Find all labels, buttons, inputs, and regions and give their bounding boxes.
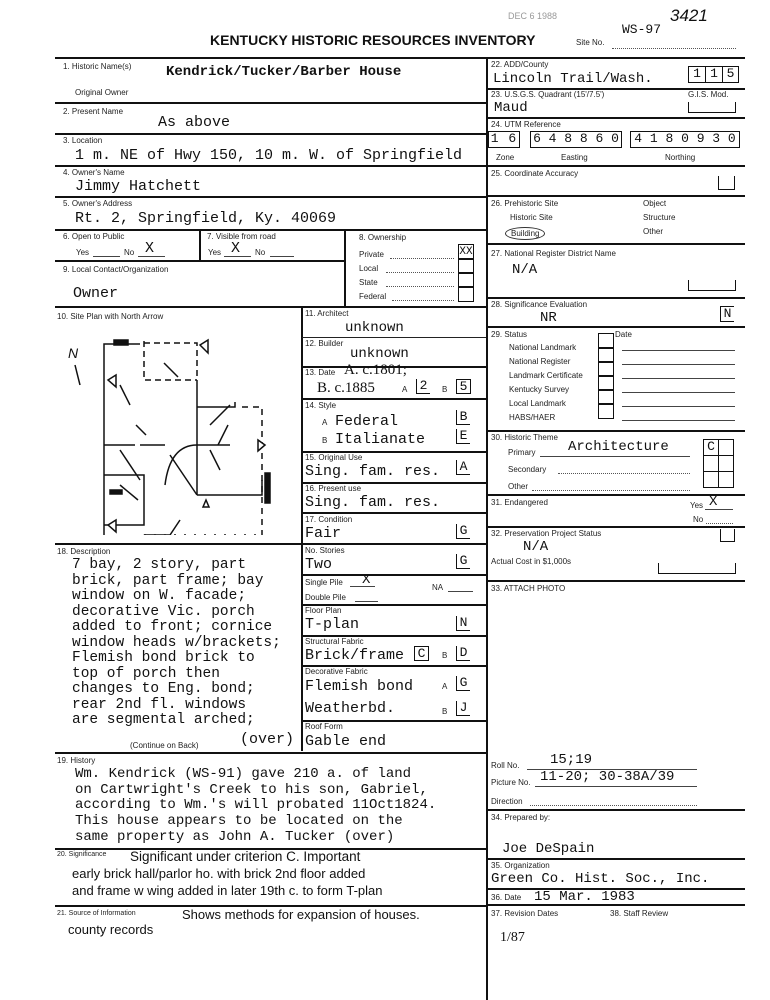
significance-line[interactable]: and frame w wing added in later 19th c. to form T-plan bbox=[72, 883, 383, 898]
source-value[interactable]: county records bbox=[68, 922, 154, 937]
significance-line[interactable]: Significant under criterion C. Important bbox=[130, 849, 361, 864]
condition-label: 17. Condition bbox=[305, 515, 353, 524]
owner-address-value[interactable]: Rt. 2, Springfield, Ky. 40069 bbox=[75, 210, 337, 227]
divider bbox=[55, 133, 486, 135]
northing-label: Northing bbox=[665, 153, 696, 162]
zone-label: Zone bbox=[496, 153, 515, 162]
condition-value[interactable]: Fair bbox=[305, 525, 342, 542]
divider bbox=[302, 337, 486, 338]
status-kentucky-survey: Kentucky Survey bbox=[509, 385, 570, 394]
status-landmark-certificate: Landmark Certificate bbox=[509, 371, 583, 380]
picture-no-value[interactable]: 11-20; 30-38A/39 bbox=[540, 769, 675, 785]
present-use-label: 16. Present use bbox=[305, 484, 362, 493]
divider bbox=[55, 752, 486, 754]
status-label: 29. Status bbox=[491, 330, 528, 339]
theme-code-box[interactable] bbox=[718, 455, 734, 472]
historic-site-label: Historic Site bbox=[510, 213, 553, 222]
local-contact-value[interactable]: Owner bbox=[73, 285, 119, 302]
historic-name-label: 1. Historic Name(s) bbox=[63, 62, 132, 71]
column-divider bbox=[199, 229, 201, 260]
original-use-label: 15. Original Use bbox=[305, 453, 363, 462]
county-code-digit[interactable]: 5 bbox=[722, 66, 739, 83]
leader-dots bbox=[390, 258, 454, 259]
decorative-b-code[interactable]: J bbox=[456, 701, 470, 716]
endangered-no-label: No bbox=[693, 515, 704, 524]
picture-no-line bbox=[535, 786, 697, 787]
location-label: 3. Location bbox=[63, 136, 103, 145]
nr-district-box[interactable] bbox=[688, 280, 736, 291]
direction-line[interactable] bbox=[530, 805, 697, 806]
open-to-public-label: 6. Open to Public bbox=[63, 232, 125, 241]
divider bbox=[488, 526, 745, 528]
endangered-yes-label: Yes bbox=[690, 501, 704, 510]
open-yes-label: Yes bbox=[76, 248, 90, 257]
divider bbox=[488, 297, 745, 299]
architect-value[interactable]: unknown bbox=[345, 320, 404, 336]
open-no-label: No bbox=[124, 248, 135, 257]
site-no-value: WS-97 bbox=[622, 22, 662, 37]
divider bbox=[488, 809, 745, 811]
style-label: 14. Style bbox=[305, 401, 337, 410]
owner-name-value[interactable]: Jimmy Hatchett bbox=[75, 178, 202, 195]
roof-form-value[interactable]: Gable end bbox=[305, 733, 387, 750]
column-divider bbox=[301, 307, 303, 751]
ownership-federal: Federal bbox=[359, 292, 387, 301]
add-county-value[interactable]: Lincoln Trail/Wash. bbox=[493, 71, 653, 87]
stories-value[interactable]: Two bbox=[305, 556, 333, 573]
description-line: added to front; cornice bbox=[72, 619, 273, 635]
date-prepared-value[interactable]: 15 Mar. 1983 bbox=[534, 889, 635, 905]
date-b-value[interactable]: B. c.1885 bbox=[317, 380, 375, 396]
floor-plan-value[interactable]: T-plan bbox=[305, 616, 360, 633]
primary-theme-line[interactable] bbox=[540, 456, 690, 457]
leader-dots bbox=[392, 300, 454, 301]
description-line: Flemish bond brick to bbox=[72, 650, 255, 666]
divider bbox=[488, 243, 745, 245]
ownership-federal-box[interactable] bbox=[458, 286, 474, 302]
description-line: changes to Eng. bond; bbox=[72, 681, 255, 697]
organization-value[interactable]: Green Co. Hist. Soc., Inc. bbox=[491, 871, 710, 887]
description-line: rear 2nd fl. windows bbox=[72, 696, 247, 713]
easting-label: Easting bbox=[561, 153, 588, 162]
structural-b-label: B bbox=[442, 651, 448, 660]
stories-code[interactable]: G bbox=[456, 554, 470, 569]
date-prepared-label: 36. Date bbox=[491, 893, 522, 902]
primary-theme-label: Primary bbox=[508, 448, 536, 457]
leader-dots bbox=[386, 286, 454, 287]
visible-yes-label: Yes bbox=[208, 248, 222, 257]
other-theme-label: Other bbox=[508, 482, 529, 491]
original-owner-label: Original Owner bbox=[75, 88, 129, 97]
ownership-private-box[interactable]: XX bbox=[459, 246, 473, 258]
status-national-landmark: National Landmark bbox=[509, 343, 577, 352]
site-plan-label: 10. Site Plan with North Arrow bbox=[57, 312, 164, 321]
add-county-label: 22. ADD/County bbox=[491, 60, 549, 69]
divider bbox=[302, 398, 486, 400]
divider bbox=[488, 430, 745, 432]
style-b-code[interactable]: E bbox=[456, 429, 470, 444]
description-line: window heads w/brackets; bbox=[72, 634, 281, 651]
description-line: brick, part frame; bay bbox=[72, 572, 264, 589]
builder-label: 12. Builder bbox=[305, 339, 344, 348]
roll-no-value[interactable]: 15;19 bbox=[550, 752, 593, 768]
description-line: 7 bay, 2 story, part bbox=[72, 557, 247, 573]
divider bbox=[55, 229, 486, 231]
divider bbox=[55, 260, 345, 262]
present-name-value[interactable]: As above bbox=[158, 114, 231, 131]
ownership-local: Local bbox=[359, 264, 379, 273]
history-line: same property as John A. Tucker (over) bbox=[75, 828, 395, 845]
gis-mod-box[interactable] bbox=[688, 102, 736, 113]
na-line[interactable] bbox=[448, 591, 473, 592]
builder-value[interactable]: unknown bbox=[350, 346, 409, 362]
county-code-digit[interactable]: 1 bbox=[705, 66, 723, 83]
style-b-label: B bbox=[322, 436, 328, 445]
owner-name-label: 4. Owner's Name bbox=[63, 168, 125, 177]
endangered-label: 31. Endangered bbox=[491, 498, 548, 507]
divider bbox=[488, 195, 745, 197]
picture-no-label: Picture No. bbox=[491, 778, 531, 787]
historic-name-value[interactable]: Kendrick/Tucker/Barber House bbox=[166, 64, 402, 80]
divider bbox=[55, 196, 486, 198]
site-plan-drawing bbox=[60, 325, 300, 535]
significance-label: 20. Significance bbox=[57, 851, 107, 858]
history-label: 19. History bbox=[57, 756, 96, 765]
date-code-b-label: B bbox=[442, 385, 448, 394]
theme-code-box[interactable] bbox=[718, 439, 734, 456]
building-option-circled[interactable]: Building bbox=[505, 227, 545, 240]
significance-eval-code[interactable]: N bbox=[720, 306, 734, 322]
prepared-by-value[interactable]: Joe DeSpain bbox=[502, 841, 595, 857]
location-value[interactable]: 1 m. NE of Hwy 150, 10 m. W. of Springfield bbox=[75, 147, 463, 164]
structural-fabric-value[interactable]: Brick/frame bbox=[305, 647, 405, 664]
status-date-line[interactable] bbox=[622, 364, 735, 365]
history-line: Wm. Kendrick (WS-91) gave 210 a. of land bbox=[75, 766, 412, 782]
endangered-yes-mark: X bbox=[709, 494, 718, 510]
condition-code[interactable]: G bbox=[456, 524, 470, 539]
source-label: 21. Source of Information bbox=[57, 910, 136, 917]
status-date-label: Date bbox=[615, 330, 632, 339]
decorative-b-label: B bbox=[442, 707, 448, 716]
divider bbox=[488, 165, 745, 167]
significance-line[interactable]: early brick hall/parlor ho. with brick 2nd floor added bbox=[72, 866, 366, 881]
status-checkbox[interactable] bbox=[598, 403, 614, 419]
status-date-line[interactable] bbox=[622, 378, 735, 379]
style-a-value[interactable]: Federal bbox=[335, 413, 399, 430]
visible-no-line[interactable] bbox=[270, 256, 294, 257]
description-text[interactable] bbox=[72, 558, 281, 729]
date-code-a-label: A bbox=[402, 385, 408, 394]
decorative-a-code[interactable]: G bbox=[456, 676, 470, 691]
status-date-line[interactable] bbox=[622, 406, 735, 407]
divider bbox=[55, 165, 486, 167]
floor-plan-code[interactable]: N bbox=[456, 616, 470, 631]
ownership-private: Private bbox=[359, 250, 384, 259]
history-line: on Cartwright's Creek to his son, Gabriel, bbox=[75, 781, 428, 798]
style-a-code[interactable]: B bbox=[456, 410, 470, 425]
structure-option[interactable]: Structure bbox=[643, 213, 676, 222]
visible-no-label: No bbox=[255, 248, 266, 257]
status-local-landmark: Local Landmark bbox=[509, 399, 566, 408]
date-code-b[interactable]: 5 bbox=[456, 379, 471, 394]
na-label: NA bbox=[432, 583, 444, 592]
direction-label: Direction bbox=[491, 797, 523, 806]
date-code-a[interactable]: 2 bbox=[416, 379, 430, 394]
history-line: according to Wm.'s will probated 11Oct1824. bbox=[75, 797, 437, 814]
ownership-label: 8. Ownership bbox=[359, 233, 407, 242]
secondary-theme-line[interactable] bbox=[558, 473, 690, 474]
photo-area[interactable] bbox=[490, 598, 744, 748]
coordinate-accuracy-box[interactable] bbox=[718, 176, 735, 190]
status-date-line[interactable] bbox=[622, 420, 735, 421]
north-arrow-icon bbox=[75, 365, 80, 385]
description-line: are segmental arched; bbox=[72, 712, 255, 728]
architect-label: 11. Architect bbox=[305, 309, 349, 318]
site-no-label: Site No. bbox=[576, 38, 605, 47]
preservation-status-label: 32. Preservation Project Status bbox=[491, 529, 602, 538]
divider bbox=[302, 512, 486, 514]
divider bbox=[488, 326, 745, 328]
history-line: This house appears to be located on the bbox=[75, 813, 403, 830]
divider bbox=[55, 306, 486, 308]
structural-code-b[interactable]: D bbox=[456, 646, 470, 661]
utm-zone[interactable]: 1 6 bbox=[488, 131, 520, 148]
decorative-fabric-label: Decorative Fabric bbox=[305, 667, 368, 676]
present-name-label: 2. Present Name bbox=[63, 107, 124, 116]
floor-plan-label: Floor Plan bbox=[305, 606, 342, 615]
owner-address-label: 5. Owner's Address bbox=[63, 199, 133, 208]
date-label: 13. Date bbox=[305, 368, 336, 377]
single-pile-mark: X bbox=[362, 572, 371, 588]
decorative-b-value[interactable]: Weatherbd. bbox=[305, 700, 396, 717]
open-no-mark: X bbox=[145, 240, 155, 257]
significance-eval-value[interactable]: NR bbox=[540, 310, 557, 326]
roof-form-label: Roof Form bbox=[305, 722, 343, 731]
endangered-no-line[interactable] bbox=[706, 523, 733, 524]
county-code-digit[interactable]: 1 bbox=[688, 66, 706, 83]
preservation-status-value[interactable]: N/A bbox=[523, 539, 549, 555]
status-date-line[interactable] bbox=[622, 350, 735, 351]
continue-on-back: (Continue on Back) bbox=[130, 741, 199, 750]
gis-mod-label: G.I.S. Mod. bbox=[688, 90, 729, 99]
theme-code-box[interactable] bbox=[703, 455, 719, 472]
description-line: window on W. facade; bbox=[72, 588, 247, 604]
staff-review-label: 38. Staff Review bbox=[610, 909, 669, 918]
revision-date-value[interactable]: 1/87 bbox=[500, 930, 525, 945]
original-use-value[interactable]: Sing. fam. res. bbox=[305, 463, 441, 480]
significance-line[interactable]: Shows methods for expansion of houses. bbox=[182, 907, 420, 922]
utm-northing[interactable]: 4 1 8 0 9 3 0 bbox=[630, 131, 740, 148]
description-label: 18. Description bbox=[57, 547, 111, 556]
style-a-label: A bbox=[322, 418, 328, 427]
divider bbox=[302, 574, 486, 576]
actual-cost-label: Actual Cost in $1,000s bbox=[491, 557, 572, 566]
roll-no-label: Roll No. bbox=[491, 761, 520, 770]
divider bbox=[55, 102, 486, 104]
divider bbox=[55, 543, 486, 545]
attach-photo-label: 33. ATTACH PHOTO bbox=[491, 584, 566, 593]
single-pile-label: Single Pile bbox=[305, 578, 343, 587]
object-option[interactable]: Object bbox=[643, 199, 667, 208]
local-contact-label: 9. Local Contact/Organization bbox=[63, 265, 169, 274]
received-stamp: DEC 6 1988 bbox=[508, 11, 558, 21]
utm-label: 24. UTM Reference bbox=[491, 120, 561, 129]
decorative-a-label: A bbox=[442, 682, 448, 691]
double-pile-label: Double Pile bbox=[305, 593, 346, 602]
status-date-line[interactable] bbox=[622, 392, 735, 393]
theme-code[interactable]: C bbox=[703, 439, 719, 456]
present-use-value[interactable]: Sing. fam. res. bbox=[305, 494, 441, 511]
site-no-line bbox=[612, 48, 736, 49]
divider bbox=[488, 858, 745, 860]
column-divider bbox=[344, 229, 346, 307]
handwritten-number: 3421 bbox=[670, 6, 708, 25]
style-b-value[interactable]: Italianate bbox=[335, 431, 426, 448]
decorative-a-value[interactable]: Flemish bond bbox=[305, 678, 414, 695]
historic-theme-label: 30. Historic Theme bbox=[491, 433, 558, 442]
ownership-state: State bbox=[359, 278, 378, 287]
nr-district-label: 27. National Register District Name bbox=[491, 249, 616, 258]
description-line: top of porch then bbox=[72, 665, 220, 682]
visible-road-label: 7. Visible from road bbox=[207, 232, 276, 241]
original-use-code[interactable]: A bbox=[456, 460, 470, 475]
secondary-theme-label: Secondary bbox=[508, 465, 547, 474]
other-theme-line[interactable] bbox=[532, 490, 690, 491]
coordinate-accuracy-label: 25. Coordinate Accuracy bbox=[491, 169, 579, 178]
other-option[interactable]: Other bbox=[643, 227, 664, 236]
form-title: KENTUCKY HISTORIC RESOURCES INVENTORY bbox=[210, 32, 536, 48]
significance-eval-label: 28. Significance Evaluation bbox=[491, 300, 588, 309]
description-line: decorative Vic. porch bbox=[72, 603, 255, 620]
structural-fabric-label: Structural Fabric bbox=[305, 637, 364, 646]
preservation-status-box[interactable] bbox=[720, 529, 735, 542]
divider bbox=[488, 580, 745, 582]
utm-easting[interactable]: 6 4 8 8 6 0 bbox=[530, 131, 622, 148]
status-habs-haer: HABS/HAER bbox=[509, 413, 556, 422]
divider bbox=[488, 117, 745, 119]
prepared-by-label: 34. Prepared by: bbox=[491, 813, 551, 822]
divider bbox=[55, 57, 745, 59]
quadrant-label: 23. U.S.G.S. Quadrant (15'/7.5') bbox=[491, 90, 605, 99]
quadrant-value[interactable]: Maud bbox=[494, 100, 528, 116]
primary-theme-value[interactable]: Architecture bbox=[568, 439, 669, 455]
nr-district-value[interactable]: N/A bbox=[512, 262, 538, 278]
date-a-value[interactable]: A. c.1801; bbox=[344, 362, 407, 378]
description-over: (over) bbox=[240, 731, 295, 748]
prehistoric-site-label: 26. Prehistoric Site bbox=[491, 199, 559, 208]
theme-code-box[interactable] bbox=[718, 471, 734, 488]
north-arrow-label: N bbox=[68, 345, 79, 361]
status-national-register: National Register bbox=[509, 357, 571, 366]
visible-yes-mark: X bbox=[231, 240, 241, 257]
divider bbox=[488, 494, 745, 496]
actual-cost-box[interactable] bbox=[658, 563, 736, 574]
open-yes-line[interactable] bbox=[93, 256, 120, 257]
leader-dots bbox=[386, 272, 454, 273]
stories-label: No. Stories bbox=[305, 546, 345, 555]
revision-dates-label: 37. Revision Dates bbox=[491, 909, 559, 918]
organization-label: 35. Organization bbox=[491, 861, 550, 870]
theme-code-box[interactable] bbox=[703, 471, 719, 488]
double-pile-line[interactable] bbox=[355, 601, 378, 602]
structural-code-a[interactable]: C bbox=[414, 646, 429, 661]
history-text[interactable] bbox=[75, 767, 436, 846]
